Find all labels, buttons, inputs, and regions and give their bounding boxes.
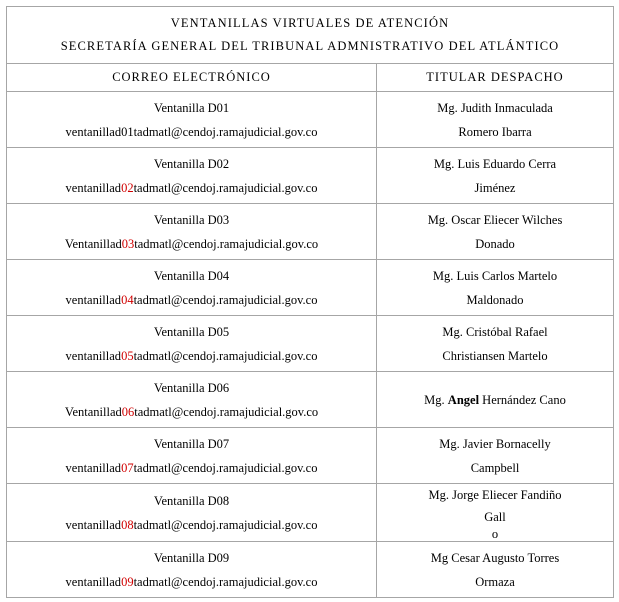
email-number-highlight: 09	[121, 574, 134, 589]
column-header-email: CORREO ELECTRÓNICO	[7, 64, 377, 92]
titular-name-line1	[377, 152, 613, 176]
titular-name-part: Mg. Cristóbal Rafael	[442, 324, 548, 339]
ventanilla-label: Ventanilla D05	[153, 324, 230, 339]
titular-name-part: Mg.	[424, 392, 448, 407]
ventanilla-email-cell	[7, 148, 377, 204]
ventanilla-label: Ventanilla D01	[153, 100, 230, 115]
column-header-row	[7, 64, 614, 92]
ventanilla-label: Ventanilla D09	[153, 550, 230, 565]
banner-title: VENTANILLAS VIRTUALES DE ATENCIÓN	[170, 16, 450, 30]
email-suffix: tadmatl@cendoj.ramajudicial.gov.co	[134, 404, 319, 419]
titular-name-part: Mg. Luis Eduardo Cerra	[433, 156, 557, 171]
email-address	[7, 344, 376, 368]
titular-name-line1	[377, 320, 613, 344]
titular-name-line2: Maldonado	[466, 292, 524, 307]
table-row	[7, 92, 614, 148]
table-row	[7, 542, 614, 598]
email-prefix: Ventanillad	[64, 236, 122, 251]
email-suffix: tadmatl@cendoj.ramajudicial.gov.co	[133, 348, 318, 363]
ventanilla-label: Ventanilla D02	[153, 156, 230, 171]
email-number-highlight: 07	[121, 460, 134, 475]
titular-cell	[377, 204, 614, 260]
titular-name-line1	[377, 208, 613, 232]
ventanilla-email-cell	[7, 484, 377, 542]
banner-row	[7, 7, 614, 64]
email-number-highlight: 02	[121, 180, 134, 195]
email-prefix: ventanillad	[65, 574, 122, 589]
ventanilla-email-cell	[7, 542, 377, 598]
titular-cell	[377, 372, 614, 428]
titular-name-line1	[377, 546, 613, 570]
titular-cell	[377, 148, 614, 204]
titular-name-part: Mg Cesar Augusto Torres	[430, 550, 560, 565]
email-prefix: ventanillad	[65, 460, 122, 475]
titular-name-line3: o	[491, 527, 499, 541]
email-number-highlight: 03	[121, 236, 135, 251]
table-banner	[7, 7, 614, 64]
titular-name-part: Hernández Cano	[479, 392, 566, 407]
ventanilla-email-cell	[7, 204, 377, 260]
ventanillas-table	[6, 6, 614, 598]
email-address	[7, 456, 376, 480]
email-prefix: ventanillad	[65, 180, 122, 195]
ventanilla-label: Ventanilla D03	[153, 212, 230, 227]
titular-cell	[377, 542, 614, 598]
table-row	[7, 484, 614, 542]
email-suffix: tadmatl@cendoj.ramajudicial.gov.co	[134, 236, 319, 251]
titular-cell	[377, 484, 614, 542]
email-number-highlight: 05	[121, 348, 134, 363]
titular-name-line2: Donado	[475, 236, 515, 251]
ventanilla-label: Ventanilla D04	[153, 268, 230, 283]
email-number-highlight: 06	[121, 404, 135, 419]
titular-name-line2: Campbell	[470, 460, 520, 475]
email-suffix: tadmatl@cendoj.ramajudicial.gov.co	[133, 460, 318, 475]
email-prefix: ventanillad	[65, 292, 122, 307]
email-address	[7, 570, 376, 594]
titular-cell	[377, 92, 614, 148]
email-prefix: ventanillad01tadmatl@cendoj.ramajudicial.gov.co	[65, 124, 318, 139]
table-row	[7, 428, 614, 484]
titular-name-line1	[377, 264, 613, 288]
table-row	[7, 316, 614, 372]
ventanilla-email-cell	[7, 92, 377, 148]
ventanilla-label: Ventanilla D06	[153, 380, 230, 395]
titular-name-line1	[377, 388, 613, 412]
email-address	[7, 513, 376, 537]
titular-name-line2: Romero Ibarra	[458, 124, 532, 139]
email-prefix: ventanillad	[65, 348, 122, 363]
email-address	[7, 120, 376, 144]
email-suffix: tadmatl@cendoj.ramajudicial.gov.co	[133, 517, 318, 532]
titular-name-line1	[377, 96, 613, 120]
titular-name-part: Mg. Javier Bornacelly	[439, 436, 551, 451]
email-number-highlight: 04	[121, 292, 134, 307]
email-number-highlight: 08	[121, 517, 134, 532]
email-address	[7, 176, 376, 200]
email-prefix: Ventanillad	[64, 404, 122, 419]
ventanilla-label: Ventanilla D07	[153, 436, 230, 451]
titular-name-part: Mg. Jorge Eliecer Fandiño	[428, 488, 562, 502]
titular-name-line1	[377, 432, 613, 456]
titular-name-line2: Ormaza	[475, 574, 515, 589]
titular-name-line2: Christiansen Martelo	[442, 348, 548, 363]
titular-name-line1	[377, 484, 613, 506]
email-address	[7, 232, 376, 256]
ventanilla-email-cell	[7, 428, 377, 484]
table-row	[7, 204, 614, 260]
email-suffix: tadmatl@cendoj.ramajudicial.gov.co	[133, 292, 318, 307]
titular-name-part: Mg. Luis Carlos Martelo	[432, 268, 558, 283]
email-address	[7, 288, 376, 312]
titular-name-bold: Angel	[447, 392, 480, 407]
ventanilla-email-cell	[7, 316, 377, 372]
titular-cell	[377, 316, 614, 372]
titular-name-line2: Gall	[484, 510, 506, 524]
titular-name-line2: Jiménez	[474, 180, 516, 195]
banner-subtitle: SECRETARÍA GENERAL DEL TRIBUNAL ADMNISTRATIVO DEL ATLÁNTICO	[60, 39, 560, 53]
email-address	[7, 400, 376, 424]
column-header-titular: TITULAR DESPACHO	[377, 64, 614, 92]
titular-cell	[377, 428, 614, 484]
ventanilla-email-cell	[7, 372, 377, 428]
titular-name-part: Mg. Oscar Eliecer Wilches	[427, 212, 563, 227]
email-suffix: tadmatl@cendoj.ramajudicial.gov.co	[133, 574, 318, 589]
email-prefix: ventanillad	[65, 517, 122, 532]
ventanilla-email-cell	[7, 260, 377, 316]
email-suffix: tadmatl@cendoj.ramajudicial.gov.co	[133, 180, 318, 195]
table-row	[7, 260, 614, 316]
titular-cell	[377, 260, 614, 316]
titular-name-part: Mg. Judith Inmaculada	[437, 100, 553, 115]
table-row	[7, 148, 614, 204]
ventanilla-label: Ventanilla D08	[153, 493, 230, 508]
table-row	[7, 372, 614, 428]
